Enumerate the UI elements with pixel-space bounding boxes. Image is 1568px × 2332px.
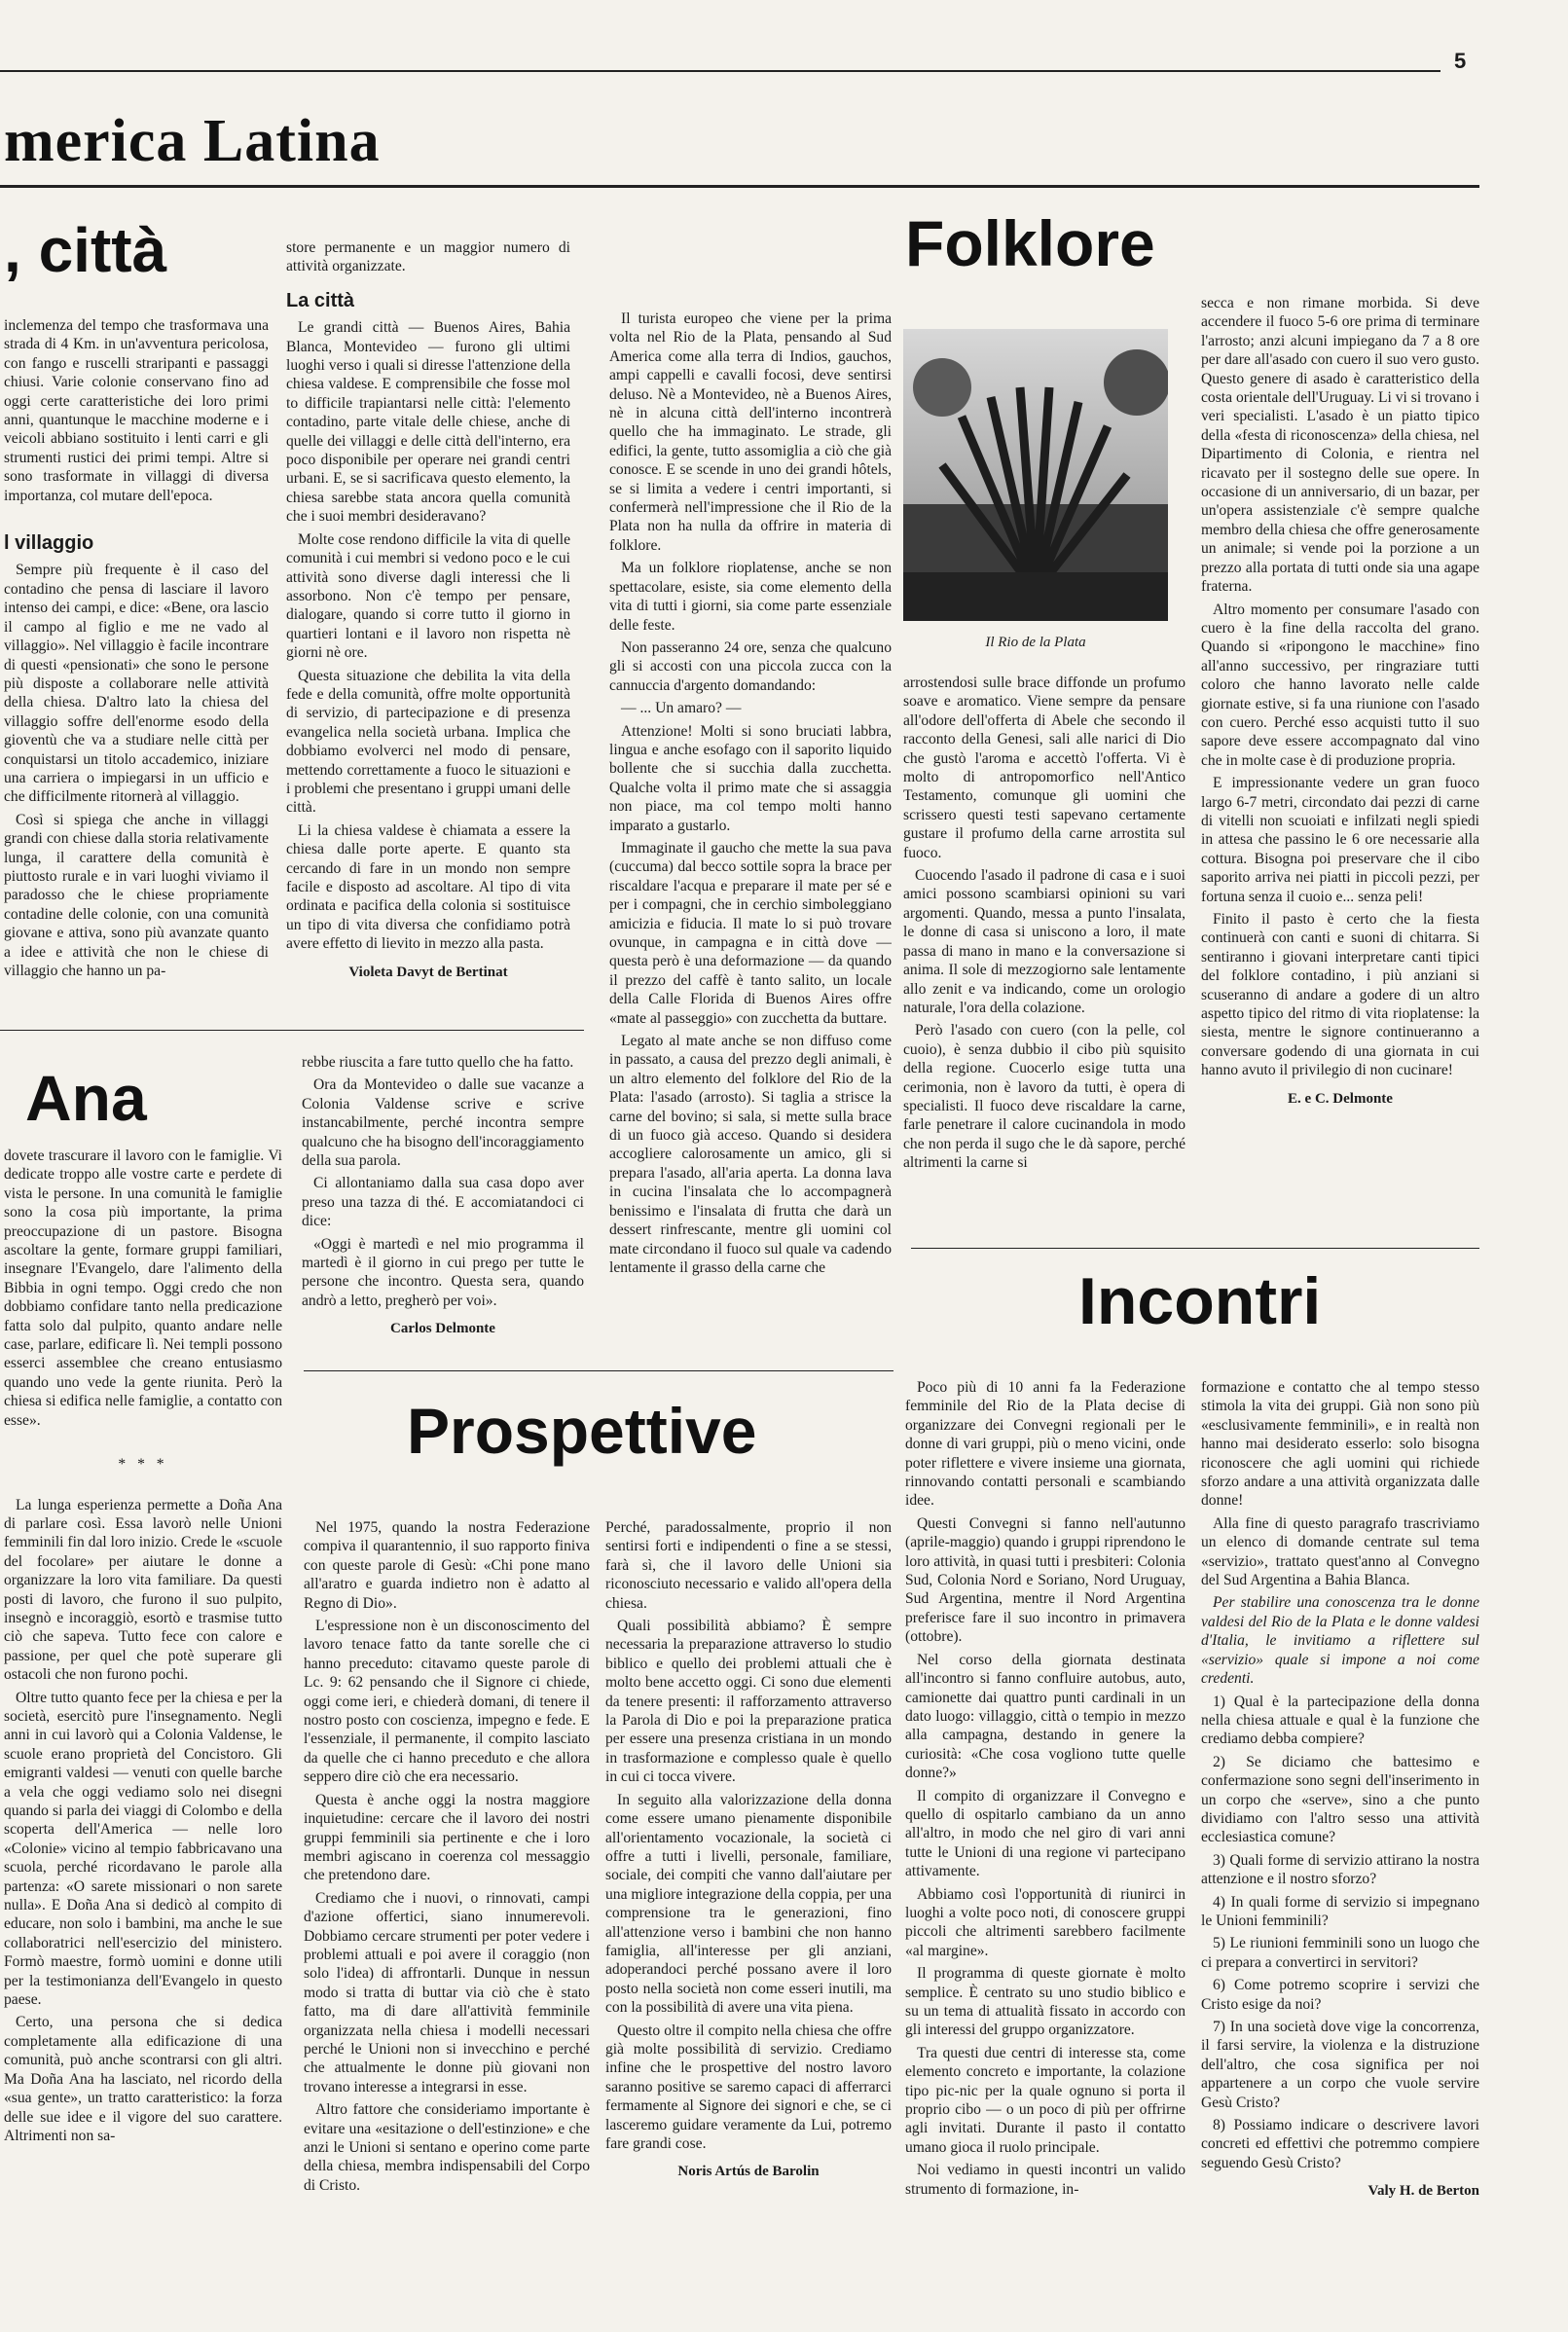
incontri-col1-p7: Tra questi due centri di interesse sta, come elemento concreto e importante, la colazione tipo pic-nic per la quale ognuno si porta il proprio cibo — o un poco di più per offrirne agli invitati. Durante il pasto il contatto umano gioca il ruolo principale. (905, 2044, 1185, 2156)
question-item: 1) Qual è la partecipazione della donna nella chiesa attuale e qual è la funzione che crediamo debba compiere? (1201, 1693, 1479, 1748)
folklore-column-1 (609, 310, 892, 1361)
villaggio-text: Sempre più frequente è il caso del contadino che pensa di lasciare il lavoro intenso dei campi, e dice: «Bene, ora lascio il campo al figlio e me ne vado al villaggio». Nel villaggio è facile incontrare di questi «pensionati» che sono le persone più disposte a collaborare nelle attività della chiesa. D'altro lato la chiesa del villaggio soffre dell'enorme esodo della gioventù che va a studiare nelle città per conquistarsi un titolo accademico, iniziare una carriera o impiegarsi in un ufficio e che difficilmente ritornerà al villaggio. (4, 562, 269, 806)
ana-separator: * * * (118, 1456, 168, 1474)
prospettive-col1-p3: Questa è anche oggi la nostra maggiore inquietudine: cercare che il lavoro dei nostri gruppi femminili sia pertinente e che i loro membri agiscano in coerenza col messaggio che pretendono dare. (304, 1791, 590, 1884)
folklore-col1-p3: Non passeranno 24 ore, senza che qualcuno gli si accosti con una piccola zucca con la cannuccia d'argento domandando: (609, 638, 892, 694)
folklore-col2-p3: Però l'asado con cuero (con la pelle, col cuoio), è senza dubbio il cibo più squisito della regione. Cuocerlo esige tutta una cerimonia, non è lavoro da tutti, è opera di specialisti. Il fuoco deve riscaldare la carne, farle penetrare il calore cucinandola in modo che non perda il sugo che le dà sapore, perché altrimenti la carne si (903, 1022, 1185, 1172)
lacitta-text-2: Molte cose rendono difficile la vita di quelle comunità i cui membri si vedono poco e le cui attività sono diverse dagli interessi che li assorbono. Non c'è tempo per pensare, dialogare, quando si corre tutto il giorno in quartieri lontani e il lavoro non rispetta nè giorni nè ore. (286, 530, 570, 662)
incontri-col2-p2: Alla fine di questo paragrafo trascriviamo un elenco di domande centrate sul tema «servizio», trattato quest'anno al Convegno del Sud Argentina a Bahia Blanca. (1201, 1514, 1479, 1589)
folklore-col1-p7: Legato al mate anche se non diffuso come in passato, a causa del prezzo degli animali, è un altro elemento del folklore del Rio de la Plata: l'asado (arrosto). Si taglia a strisce la carne del bovino; si sala, si mette sulla brace di un fuoco già acceso. Quando si desidera accogliere calorosamente un amico, gli si prepara l'asado, all'aria aperta. La donna lava in cucina l'insalata che lo accompagnerà benissimo e l'insalata di frutta che darà un dessert rinfrescante, mentre gli uomini col mate circondano il fuoco sul quale va cadendo lentamente il grasso della carne che (609, 1033, 892, 1276)
incontri-col1-p5: Abbiamo così l'opportunità di riunirci in luoghi a volte poco noti, di conoscere gruppi piccoli che altrimenti sarebbero facilmente «al margine». (905, 1885, 1185, 1959)
lacitta-text-3: Questa situazione che debilita la vita della fede e della comunità, offre molte opportunità di servizio, di partecipazione e di presenza evangelica nella società urbana. Implica che dobbiamo evolverci nel modo di pensare, mettendo correttamente a fuoco le situazioni e i problemi che presentano i gruppi umani delle città. (286, 667, 570, 817)
prospettive-col2-p3: In seguito alla valorizzazione della donna come essere umano pienamente disponibile all'orientamento vocazionale, la società ci offre a tutti i livelli, personale, familiare, sociale, dei compiti che vanno dall'aiutare per una migliore integrazione della coppia, per una comprensione tra le generazioni, fino all'attenzione verso i bambini che non hanno famiglia, all'interesse per gli anziani, adoperandoci perché possano avere il loro posto nella società non come esseri inutili, ma con la possibilità di avere una vita piena. (605, 1791, 892, 2017)
incontri-column-2 (1201, 1378, 1479, 2313)
question-item: 7) In una società dove vige la concorrenza, il farsi servire, la violenza e la distruzione dell'altro, che cosa significa per noi appartenere a un corpo che vuole servire Gesù Cristo? (1201, 2019, 1479, 2111)
incontri-col1-p4: Il compito di organizzare il Convegno e quello di ospitarlo cambiano da un anno all'altro, in modo che nel giro di vari anni tutte le Unioni di una regione vi partecipano attivamente. (905, 1787, 1185, 1880)
section-title: merica Latina (4, 108, 381, 174)
incontri-headline: Incontri (1078, 1264, 1322, 1338)
citta-headline: , città (4, 215, 167, 285)
folklore-col3-p1: secca e non rimane morbida. Si deve accendere il fuoco 5-6 ore prima di terminare l'arrosto; anzi alcuni impiegano da 7 a 8 ore per dare all'asado con cuero il suo vero gusto. Questo genere di asado è caratteristico della costa orientale dell'Uruguay. Li vi si trovano i veri specialisti. L'asado è un piatto tipico della «festa di riconoscenza» della chiesa, nel Dipartimento di Colonia, e rientra nel ricavato per il sostegno delle sue opere. In occasione di un anniversario, di un bazar, per un'opera assistenziale c'è sempre qualche membro della chiesa che offre generosamente un animale; si vende poi la porzione a un prezzo alla portata di tutti onde sia una agape fraterna. (1201, 295, 1479, 596)
section-title-rule (0, 185, 1479, 188)
folklore-col2-p2: Cuocendo l'asado il padrone di casa e i suoi amici possono scambiarsi opinioni su vari argomenti. Quando, messa a punto l'insalata, le donne di casa si uniscono a loro, il mate passa di mano in mano e la conversazione si anima. Il sole di mezzogiorno sale lentamente allo zenit e va indicando, come un orologio naturale, l'ora della colazione. (903, 867, 1185, 1016)
page-number: 5 (1454, 49, 1467, 73)
ana-text-4: Certo, una persona che si dedica completamente alla edificazione di una comunità, può anche scontrarsi con gli altri. Ma Doña Ana ha lasciato, nel ricordo della «sua gente», un tratto caratteristico: la forza delle sue idee e il vigore del suo carattere. Altrimenti non sa- (4, 2014, 282, 2144)
villaggio-subheading: l villaggio (4, 532, 94, 555)
prospettive-col1-p4: Crediamo che i nuovi, o rinnovati, campi d'azione offertici, siano innumerevoli. Dobbiamo cercare strumenti per poter vedere i problemi attuali e poi avere il coraggio (non solo l'idea) di affrontarli. Dunque in nessun modo si tratta di buttar via ciò che è stato fatto, ma di dare all'attività femminile organizzata nella chiesa i modelli necessari perché le Unioni non si invecchino e perché che attualmente le donne più giovani non trovano interesse a integrarsi in esse. (304, 1889, 590, 2095)
citta-column-1 (4, 316, 269, 1056)
photo-caption: Il Rio de la Plata (985, 635, 1086, 650)
citta-signature: Violeta Davyt de Bertinat (348, 964, 508, 980)
ana-col2-text-2: Ora da Montevideo o dalle sue vacanze a Colonia Valdense scrive e scrive instancabilmente, perché incontra sempre qualcuno che ha bisogno dell'incoraggiamento della sua parola. (302, 1076, 584, 1170)
question-item: 4) In quali forme di servizio si impegnano le Unioni femminili? (1201, 1893, 1479, 1929)
question-item: 8) Possiamo indicare o descrivere lavori concreti ed effettivi che potremmo compiere seguendo Gesù Cristo? (1201, 2117, 1479, 2171)
incontri-col1-p8: Noi vediamo in questi incontri un valido strumento di formazione, in- (905, 2162, 1185, 2198)
incontri-column-1 (905, 1378, 1185, 2313)
ana-column-1 (4, 1147, 282, 2285)
ana-col2-text: rebbe riuscita a fare tutto quello che ha fatto. (302, 1054, 574, 1071)
folklore-headline: Folklore (905, 207, 1155, 279)
folklore-col2-p1: arrostendosi sulle brace diffonde un profumo soave e aromatico. Viene sempre da pensare all'odore dell'offerta di Abele che secondo il racconto della Genesi, sali alle narici di Dio che gustò l'aroma e accettò l'offerta. Vi è molto di antropomorfico nell'Antico Testamento, comunque gli uomini che scrissero questi testi sapevano certamente gustare il profumo della carne arrostita sul fuoco. (903, 674, 1185, 861)
ana-headline: Ana (25, 1062, 147, 1134)
incontri-signature: Valy H. de Berton (1367, 2183, 1479, 2200)
question-item: 2) Se diciamo che battesimo e confermazione sono segni dell'inserimento in un corpo che «serve», sino a che punto dividiamo con l'altro sesso una attività ecclesiastica comune? (1201, 1753, 1479, 1846)
ana-col2-text-3: Ci allontaniamo dalla sua casa dopo aver preso una tazza di thé. E accomiatandoci ci dice: (302, 1175, 584, 1230)
folklore-bottom-rule (911, 1248, 1479, 1249)
folklore-col1-p1: Il turista europeo che viene per la prima volta nel Rio de la Plata, pensando al Sud America come alla terra di Indios, gauchos, ampi cappelli e cavalli focosi, deve sentirsi deluso. Nè a Montevideo, nè a Buenos Aires, nè in alcuna città dell'interno incontrerà quello che ha immaginato. Le strade, gli edifici, la gente, tutto assomiglia a ciò che già conosce. E se scende in uno dei grandi hôtels, se si limita a vedere i centri importanti, si confermerà nell'impressione che il Rio de la Plata non ha nulla da offrire in materia di folklore. (609, 310, 892, 554)
ana-col2-text-4: «Oggi è martedì e nel mio programma il martedì è il giorno in cui prego per tutte le persone che incontro. Questa sera, quando andrò a letto, pregherò per voi». (302, 1235, 584, 1309)
incontri-col2-p1: formazione e contatto che al tempo stesso stimola la vita dei gruppi. Già non sono più «esclusivamente femminili», e in realtà non hanno mai desiderato esserlo: solo bisogna riconoscere che agli uomini qui richiede sforzo andare a una attività organizzata dalle donne! (1201, 1379, 1479, 1510)
question-item: 5) Le riunioni femminili sono un luogo che ci prepara a convertirci in servitori? (1201, 1935, 1479, 1971)
folklore-col1-p4: — ... Un amaro? — (621, 700, 742, 717)
prospettive-col2-p4: Questo oltre il compito nella chiesa che offre già molte possibilità di servizio. Crediamo infine che le prospettive del nostro lavoro saranno positive se saremo capaci di afferrarci fermamente al Signore dei signori e che, se ci lasceremo guidare veramente da Lui, potremo fare grandi cose. (605, 2022, 892, 2152)
prospettive-column-1 (304, 1518, 590, 2316)
question-item: 6) Come potremo scoprire i servizi che Cristo esige da noi? (1201, 1977, 1479, 2013)
folklore-col1-p6: Immaginate il gaucho che mette la sua pava (cuccuma) dal becco sottile sopra la brace per riscaldare l'acqua e preparare il mate per sé e per i compagni, che in cerchio simboleggiano amicizia e fiducia. Il mate lo si può trovare ovunque, in campagna e in città dove — questa però è una deformazione — da quando il prezzo del caffè è tanto salito, un locale della Calle Florida di Buenos Aires offre «mate al passeggio» con zucchetta da buttare. (609, 839, 892, 1027)
incontri-col1-p3: Nel corso della giornata destinata all'incontro si fanno confluire autobus, auto, camionette dai quattro punti cardinali in un dato luogo: villaggio, città o tempio in mezzo alla campagna, destando in genere la curiosità: «Che cosa vogliono tutte quelle donne?» (905, 1651, 1185, 1782)
folklore-col1-p5: Attenzione! Molti si sono bruciati labbra, lingua e anche esofago con il saporito liquido bollente che si succhia dalla zucchetta. Qualche volta il primo mate che si assaggia non piace, ma col tempo molti hanno imparato a gustarlo. (609, 722, 892, 834)
incontri-col2-italic: Per stabilire una conoscenza tra le donne valdesi del Rio de la Plata e le donne valdesi d'Italia, le invitiamo a riflettere sul «servizio» quale si impone a noi come credenti. (1201, 1594, 1479, 1688)
citta-col2-top: store permanente e un maggior numero di attività organizzate. (286, 239, 570, 275)
prospettive-col2-p2: Quali possibilità abbiamo? È sempre necessaria la preparazione attraverso lo studio biblico e quello dei problemi attuali che è molto bene accetto oggi. Ci sono due elementi da tenere presenti: il rafforzamento attraverso la Parola di Dio e poi la preparazione pratica per essere una presenza cristiana in un mondo in trasformazione e complesso quale è quello in cui ci tocca vivere. (605, 1618, 892, 1786)
citta-column-2 (286, 238, 570, 1017)
incontri-col1-p6: Il programma di queste giornate è molto semplice. È centrato su uno studio biblico e su un tema di attualità fissato in accordo con gli interessi del gruppo organizzatore. (905, 1965, 1185, 2039)
ana-signature: Carlos Delmonte (390, 1321, 495, 1337)
prospettive-col1-p2: L'espressione non è un disconoscimento del lavoro tenace fatto da tante sorelle che ci hanno preceduto: citavamo queste parole di Lc. 9: 62 pensando che il Signore ci chiede, oggi come ieri, e chiederà domani, di tenere il nostro posto con coscienza, impegno e fede. E l'essenziale, il permanente, il compito lasciato da quelle che ci hanno preceduto e che allora seppero dire ciò che era necessario. (304, 1618, 590, 1786)
folklore-col1-p2: Ma un folklore rioplatense, anche se non spettacolare, esiste, sia come elemento della vita di tutti i giorni, sia come parte essenziale delle feste. (609, 560, 892, 634)
ana-text-1: dovete trascurare il lavoro con le famiglie. Vi dedicate troppo alle vostre carte e perdete di vista le persone. In una comunità le famiglie sono la cosa più importante, la prima preoccupazione di un pastore. Bisogna ascoltare la gente, formare gruppi familiari, insegnare l'Evangelo, dare l'alimento della Bibbia in ogni tempo. Oggi credo che non dobbiamo confidare tanto nella predicazione fatta solo dal pulpito, quanto andare nelle case, parlare, edificare lì. Nei templi possono esserci assemblee che creano entusiasmo quando uno vede la gente riunita. Però la chiesa si edifica nelle famiglie, a contatto con esse». (4, 1148, 282, 1429)
folklore-col3-p4: Finito il pasto è certo che la fiesta continuerà con canti e suoni di chitarra. Si sentiranno i giovani interpretare canti tipici del folklore contadino, i più anziani si scuseranno di andare a godere di un altro aspetto tipico del ritmo di vita rioplatense: la siesta, mentre le signore continueranno a conversare godendo di una giornata in cui hanno avuto il privilegio di non cucinare! (1201, 911, 1479, 1079)
lacitta-text-4: Li la chiesa valdese è chiamata a essere la chiesa dalle porte aperte. E quanto sta cercando di fare in un mondo non sempre facile e disposto ad ascoltare. Al tipo di vita ordinata e pacifica della colonia si sostituisce un tipo di vita diversa che confidiamo potrà avere effetto di lievito in mezzo alla pasta. (286, 821, 570, 953)
folklore-signature: E. e C. Delmonte (1288, 1090, 1393, 1107)
questions-list (1201, 1693, 1479, 2173)
lacitta-subheading: La città (286, 289, 355, 311)
incontri-col1-p2: Questi Convegni si fanno nell'autunno (aprile-maggio) quando i gruppi riprendono le loro attività, in quasi tutti i presbiteri: Colonia Sud, Colonia Nord e Soriano, Nord Uruguay, Sud Argentina, mentre il Nord Argentina preferisce fare il suo incontro in primavera (ottobre). (905, 1514, 1185, 1646)
folklore-col3-p3: E impressionante vedere un gran fuoco largo 6-7 metri, circondato dai pezzi di carne di vitelli non scuoiati e infilzati negli spiedi in attesa che passino le 6 ore necessarie alla cottura. Bisogna poi preservare che il cibo saporito arriva nei piatti in piccoli pezzi, per fortuna senza il cuoio e... senza peli! (1201, 775, 1479, 905)
ana-text-3: Oltre tutto quanto fece per la chiesa e per la società, esercitò pure l'insegnamento. Negli anni in cui lavorò qui a Colonia Valdense, le scuole erano proprietà del Concistoro. Gli emigranti valdesi — venuti con quelle barche a vela che oggi vediamo solo nei disegni quando si parla dei viaggi di Colombo e della scoperta dell'America — nelle loro «Colonie» vicino al tempio fabbricavano una scuola, perché ricordavano le parole alla partenza: «O sarete missionari o non sarete nulla». E Doña Ana si dedicò al compito di educare, non solo i bambini, ma anche le sue collaboratrici nell'esercizio del ministero. Formò maestre, formò uomini e donne utili per la testimonianza dell'Evangelo in questo paese. (4, 1689, 282, 2009)
top-rule (0, 70, 1440, 72)
prospettive-col2-p1: Perché, paradossalmente, proprio il non sentirsi forti e indipendenti o fine a se stessi, farà sì, che il lavoro delle Unioni sia riconosciuto necessario e valido all'opera della chiesa. (605, 1519, 892, 1612)
prospettive-col1-p1: Nel 1975, quando la nostra Federazione compiva il quarantennio, il suo rapporto finiva con queste parole di Gesù: «Chi pone mano all'aratro e guarda indietro non è adatto al Regno di Dio». (304, 1519, 590, 1612)
prospettive-col1-p5: Altro fattore che consideriamo importante è evitare una «esitazione o dell'estinzione» e che anzi le Unioni si sentano e operino come parte della chiesa, membra indispensabili del Corpo di Cristo. (304, 2101, 590, 2194)
citta-bottom-rule (0, 1030, 584, 1031)
prospettive-signature: Noris Artús de Barolin (677, 2164, 820, 2180)
citta-intro: inclemenza del tempo che trasformava una strada di 4 Km. in un'avventura pericolosa, con fango e ruscelli straripanti e passaggi chiusi. Varie colonie conservano fino ad oggi certe caratteristiche dei loro primi anni, quantunque le macchine moderne e i veicoli abbiano sostituito i lenti carri e gli strumenti rustici dei primi tempi. Altre si sono trasformate in villaggi di diversa importanza, col mutare dell'epoca. (4, 317, 269, 504)
rio-de-la-plata-photo (903, 329, 1168, 621)
incontri-col1-p1: Poco più di 10 anni fa la Federazione femminile del Rio de la Plata decise di organizzare dei Convegni regionali per le donne di vari gruppi, più o meno vicini, onde poter riflettere e vivere insieme una giornata, rinnovando contatti personali e scambiando idee. (905, 1379, 1185, 1510)
folklore-column-2 (903, 674, 1185, 1257)
prospettive-column-2 (605, 1518, 892, 2316)
prospettive-top-rule (304, 1370, 893, 1371)
photo-image (903, 329, 1168, 621)
folklore-column-3 (1201, 294, 1479, 1267)
ana-column-2 (302, 1053, 584, 1355)
question-item: 3) Quali forme di servizio attirano la nostra attenzione e il nostro sforzo? (1201, 1851, 1479, 1888)
lacitta-text: Le grandi città — Buenos Aires, Bahia Blanca, Montevideo — furono gli ultimi luoghi verso i quali si diresse l'attenzione della chiesa valdese. E comprensibile che fosse mol to difficile trapiantarsi nelle città: l'elemento contadino, parte vitale delle chiese, anche di quelle dei villaggi e delle città dell'interno, era poco disponibile per operare nei grandi centri urbani. E, se si sacrificava questo elemento, la chiesa sarebbe stata ancora quella comunità che i suoi membri desideravano? (286, 319, 570, 526)
prospettive-headline: Prospettive (407, 1395, 757, 1467)
villaggio-text-2: Così si spiega che anche in villaggi grandi con chiese dalla storia relativamente lunga, il carattere della comunità è piuttosto rurale e in vari luoghi viviamo il paradosso che le chiese propriamente contadine delle colonie, con una comunità giovane e attiva, sono più avanzate quanto a idee e attività che non le chiese di villaggio che hanno un pa- (4, 811, 269, 979)
folklore-col3-p2: Altro momento per consumare l'asado con cuero è la fine della raccolta del grano. Quando si «ripongono le macchine» fino all'anno successivo, per ringraziare tutti coloro che hanno lavorato nelle calde giornate estive, si fa una riunione con l'asado con cuero. Perché esso acquisti tutto il suo sapore deve essere accompagnato dal vino che in molte case è di produzione propria. (1201, 601, 1479, 769)
ana-text-2: La lunga esperienza permette a Doña Ana di parlare così. Essa lavorò nelle Unioni femminili fin dal loro inizio. Crede le «scuole del focolare» per aiutare le donne a organizzare la loro vita familiare. Da questi posti di lavoro, che furono il suo pulpito, insegnò e incoraggiò, esortò e trasmise tutto ciò che sapeva. Tutto fece con calore e passione, per quel che potè superare gli ostacoli che non furono pochi. (4, 1496, 282, 1684)
